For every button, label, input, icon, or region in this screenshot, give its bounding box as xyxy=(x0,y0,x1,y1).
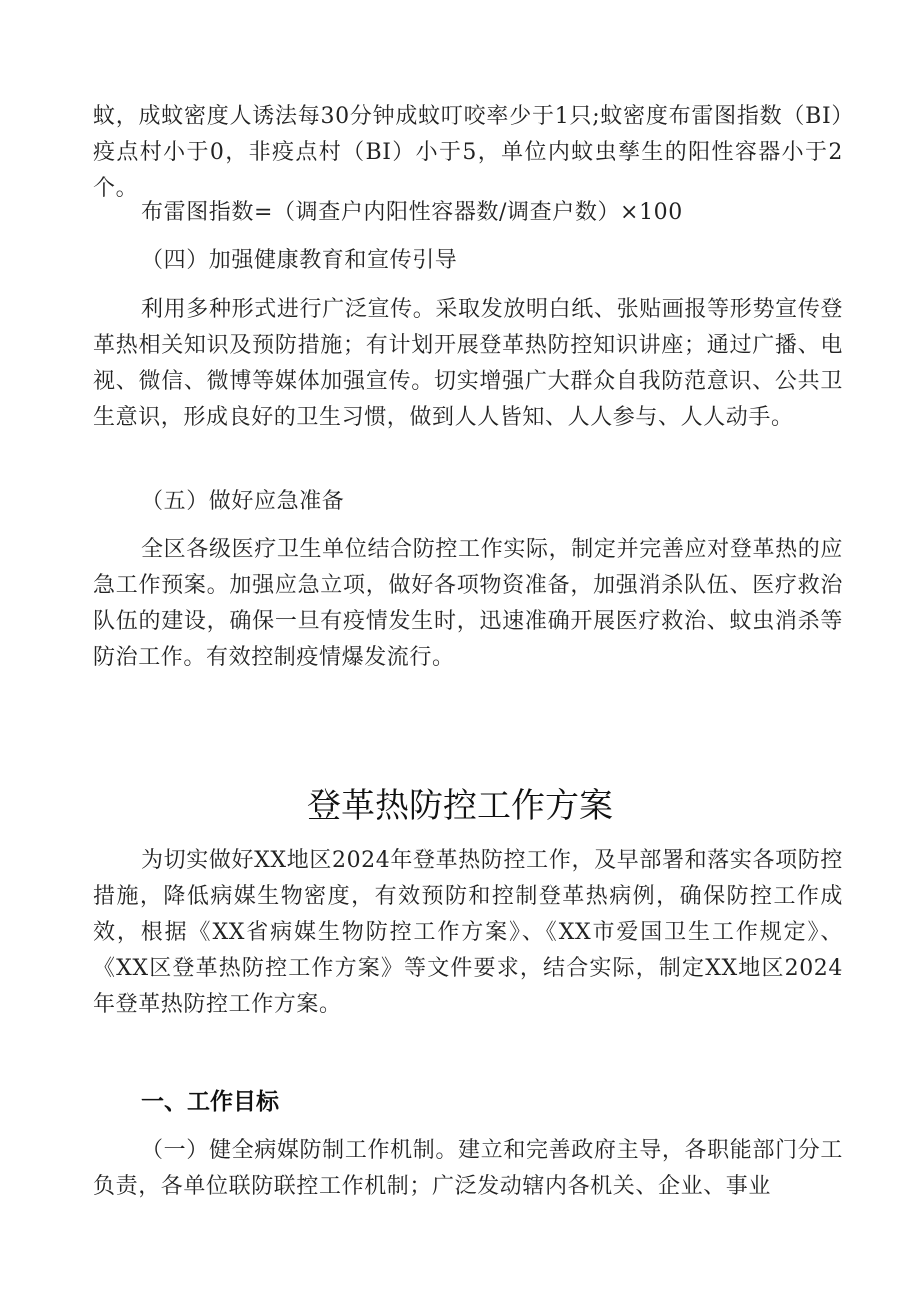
subheading-health-education: （四）加强健康教育和宣传引导 xyxy=(141,248,458,273)
paragraph-health-education: 利用多种形式进行广泛宣传。采取发放明白纸、张贴画报等形势宣传登革热相关知识及预防措施；有计划开展登革热防控知识讲座；通过广播、电视、微信、微博等媒体加强宣传。切实增强广大群众自我防范意识、公共卫生意识，形成良好的卫生习惯，做到人人皆知、人人参与、人人动手。 xyxy=(93,297,843,430)
paragraph-goal-mechanism: （一）健全病媒防制工作机制。建立和完善政府主导，各职能部门分工负责，各单位联防联控工作机制；广泛发动辖内各机关、企业、事业 xyxy=(93,1138,843,1199)
section-heading-work-goals: 一、工作目标 xyxy=(141,1089,279,1115)
document-title: 登革热防控工作方案 xyxy=(307,786,613,826)
paragraph-mosquito-density: 蚊，成蚊密度人诱法每30分钟成蚊叮咬率少于1只;蚊密度布雷图指数（BI）疫点村小于0，非疫点村（BI）小于5，单位内蚊虫孳生的阳性容器小于2个。 xyxy=(93,104,843,201)
formula-breteau-index: 布雷图指数=（调查户内阳性容器数/调查户数）×100 xyxy=(141,200,683,225)
paragraph-introduction: 为切实做好XX地区2024年登革热防控工作，及早部署和落实各项防控措施，降低病媒生物密度，有效预防和控制登革热病例，确保防控工作成效，根据《XX省病媒生物防控工作方案》、《XX市爱国卫生工作规定》、《XX区登革热防控工作方案》等文件要求，结合实际，制定XX地区2024年登革热防控工作方案。 xyxy=(93,848,843,1017)
subheading-emergency-preparation: （五）做好应急准备 xyxy=(141,489,345,514)
paragraph-emergency-preparation: 全区各级医疗卫生单位结合防控工作实际，制定并完善应对登革热的应急工作预案。加强应急立项，做好各项物资准备，加强消杀队伍、医疗救治队伍的建设，确保一旦有疫情发生时，迅速准确开展医疗救治、蚊虫消杀等防治工作。有效控制疫情爆发流行。 xyxy=(93,537,843,670)
